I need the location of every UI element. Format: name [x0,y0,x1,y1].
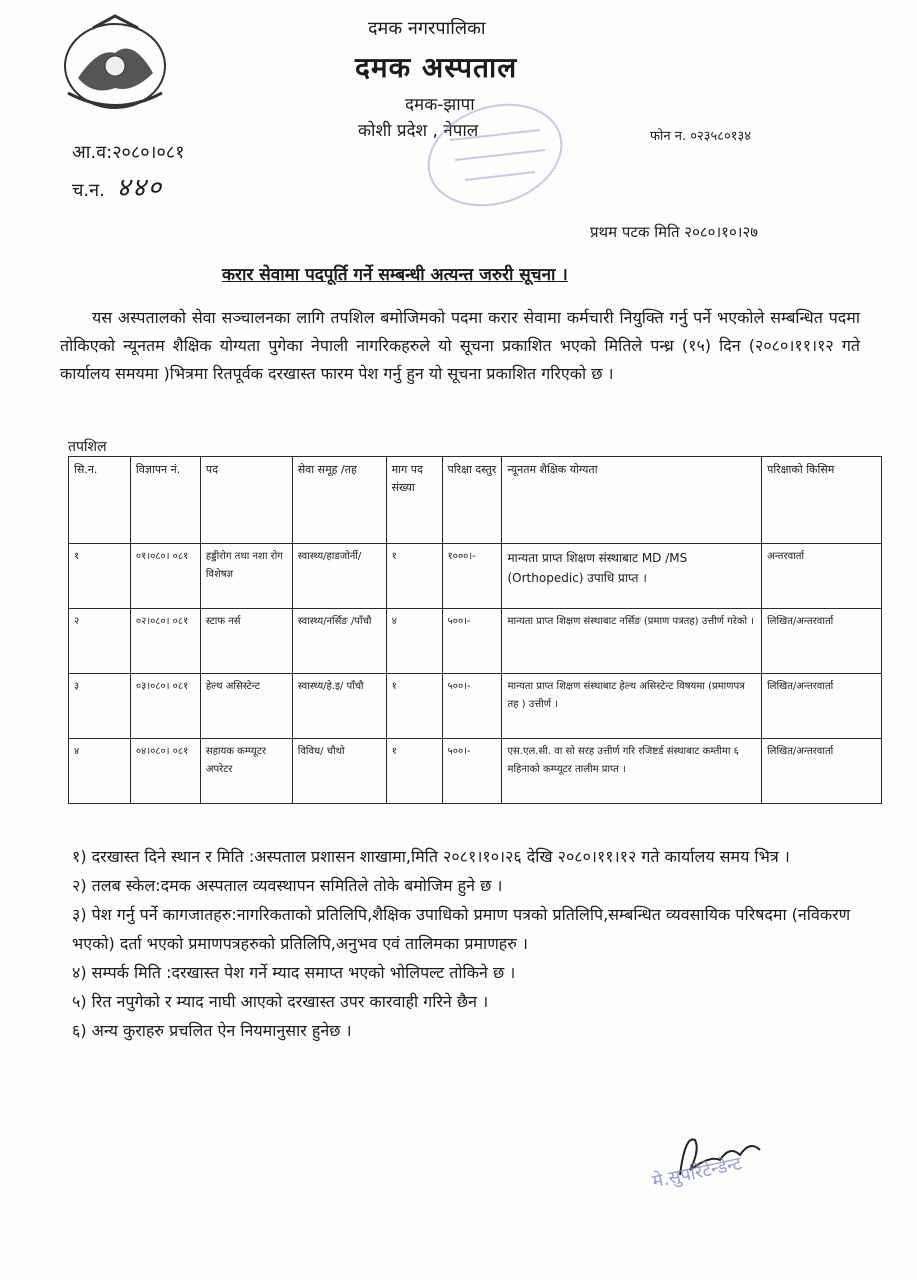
notice-intro: यस अस्पतालको सेवा सञ्चालनका लागि तपशिल बमोजिमको पदमा करार सेवामा कर्मचारी नियुक्ति गर्नु पर्ने भएकोले सम्बन्धित पदमा तोकिएको न्यूनतम शैक्षिक योग्यता पुगेका नेपाली नागरिकहरुले यो सूचना प्रकाशित भएको मितिले पन्ध्र (१५) दिन (२०८०।११।१२ गते कार्यालय समयमा )भित्रमा रितपूर्वक दरखास्त फारम पेश गर्नु हुन यो सूचना प्रकाशित गरिएको छ । [60,308,860,383]
cell-exam-type: अन्तरवार्ता [762,544,882,609]
note-item: ५) रित नपुगेको र म्याद नाघी आएको दरखास्त उपर कारवाही गरिने छैन । [72,992,489,1011]
table-caption: तपशिल [68,439,107,455]
table-header-row [69,457,882,544]
col-exam-type: परिक्षाको किसिम [762,457,882,544]
phone-number: फोन न. ०२३५८०१३४ [650,129,752,144]
vacancy-table [68,456,882,804]
cell-exam-fee: ५००।- [442,609,502,674]
cell-qualification: मान्यता प्राप्त शिक्षण संस्थाबाट नर्सिङ (प्रमाण पत्रतह) उत्तीर्ण गरेको । [502,609,762,674]
nepal-emblem-icon [58,8,173,113]
cell-service-group: विविध/ चौथो [292,739,386,804]
note-item: ४) सम्पर्क मिति :दरखास्त पेश गर्ने म्याद समाप्त भएको भोलिपल्ट तोकिने छ । [72,963,516,982]
cell-adv-no: ०४।०८०। ०८१ [130,739,200,804]
notice-title: करार सेवामा पदपूर्ति गर्ने सम्बन्धी अत्यन्त जरुरी सूचना । [222,265,568,285]
cell-adv-no: ०३।०८०। ०८१ [130,674,200,739]
cell-service-group: स्वास्थ्य/हे.इ/ पाँचौ [292,674,386,739]
col-post: पद [200,457,292,544]
note-item: ३) पेश गर्नु पर्ने कागजातहरु:नागरिकताको प्रतिलिपि,शैक्षिक उपाधिको प्रमाण पत्रको प्रतिलिपि,सम्बन्धित व्यवसायिक परिषदमा (नविकरण भएको) दर्ता भएको प्रमाणपत्रहरुको प्रतिलिपि,अनुभव एवं तालिमका प्रमाणहरु । [72,905,851,953]
cell-post: हड्डीरोग तथा नशा रोग विशेषज्ञ [200,544,292,609]
cell-demand-count: ४ [386,609,442,674]
dispatch-value: ४४० [116,173,164,203]
col-qualification: न्यूनतम शैक्षिक योग्यता [502,457,762,544]
col-exam-fee: परिक्षा दस्तुर [442,457,502,544]
cell-adv-no: ०१।०८०। ०८१ [130,544,200,609]
cell-post: स्टाफ नर्स [200,609,292,674]
cell-sn: ४ [69,739,131,804]
cell-exam-fee: ५००।- [442,739,502,804]
cell-demand-count: १ [386,674,442,739]
note-item: ६) अन्य कुराहरु प्रचलित ऐन नियमानुसार हुनेछ । [72,1021,352,1040]
cell-exam-type: लिखित/अन्तरवार्ता [762,674,882,739]
cell-exam-fee: १०००।- [442,544,502,609]
cell-service-group: स्वास्थ्य/हाडजोर्नी/ [292,544,386,609]
note-item: १) दरखास्त दिने स्थान र मिति :अस्पताल प्रशासन शाखामा,मिति २०८१।१०।२६ देखि २०८०।११।१२ गते कार्यालय समय भित्र । [72,847,790,866]
table-row [69,739,882,804]
cell-post: हेल्थ असिस्टेन्ट [200,674,292,739]
cell-qualification: मान्यता प्राप्त शिक्षण संस्थाबाट हेल्थ असिस्टेन्ट विषयमा (प्रमाणपत्र तह ) उत्तीर्ण । [502,674,762,739]
hospital-province: कोशी प्रदेश , नेपाल [358,121,479,141]
cell-service-group: स्वास्थ्य/नर्सिङ /पाँचौ [292,609,386,674]
note-item: २) तलब स्केल:दमक अस्पताल व्यवस्थापन समितिले तोके बमोजिम हुने छ । [72,876,503,895]
col-sn: सि.न. [69,457,131,544]
cell-exam-type: लिखित/अन्तरवार्ता [762,739,882,804]
col-demand-count: माग पद संख्या [386,457,442,544]
table-row [69,544,882,609]
dispatch-label: च.न. [72,180,105,201]
fiscal-year: आ.व:२०८०।०८१ [72,142,185,163]
col-service-group: सेवा समूह /तह [292,457,386,544]
cell-demand-count: १ [386,739,442,804]
notice-notes [72,842,872,1045]
hospital-name: दमक अस्पताल [355,51,518,84]
cell-sn: ३ [69,674,131,739]
publication-date: प्रथम पटक मिति २०८०।१०।२७ [590,223,759,241]
cell-demand-count: १ [386,544,442,609]
cell-qualification: मान्यता प्राप्त शिक्षण संस्थाबाट MD /MS (Orthopedic) उपाधि प्राप्त । [502,544,762,609]
cell-post: सहायक कम्प्यूटर अपरेटर [200,739,292,804]
dispatch-number [72,168,163,204]
cell-sn: २ [69,609,131,674]
table-row [69,674,882,739]
cell-exam-type: लिखित/अन्तरवार्ता [762,609,882,674]
cell-qualification: एस.एल.सी. वा सो सरह उत्तीर्ण गरि रजिष्टर्ड संस्थाबाट कम्तीमा ६ महिनाको कम्प्यूटर तालीम प्राप्त । [502,739,762,804]
signature-stamp-text: मे.सुपरिटेन्डेन्ट [650,1153,744,1193]
hospital-city: दमक-झापा [405,95,475,115]
municipality-name: दमक नगरपालिका [368,18,486,39]
table-row [69,609,882,674]
cell-exam-fee: ५००।- [442,674,502,739]
office-stamp-icon [420,100,570,210]
col-adv-no: विज्ञापन नं. [130,457,200,544]
cell-adv-no: ०२।०८०। ०८१ [130,609,200,674]
cell-sn: १ [69,544,131,609]
